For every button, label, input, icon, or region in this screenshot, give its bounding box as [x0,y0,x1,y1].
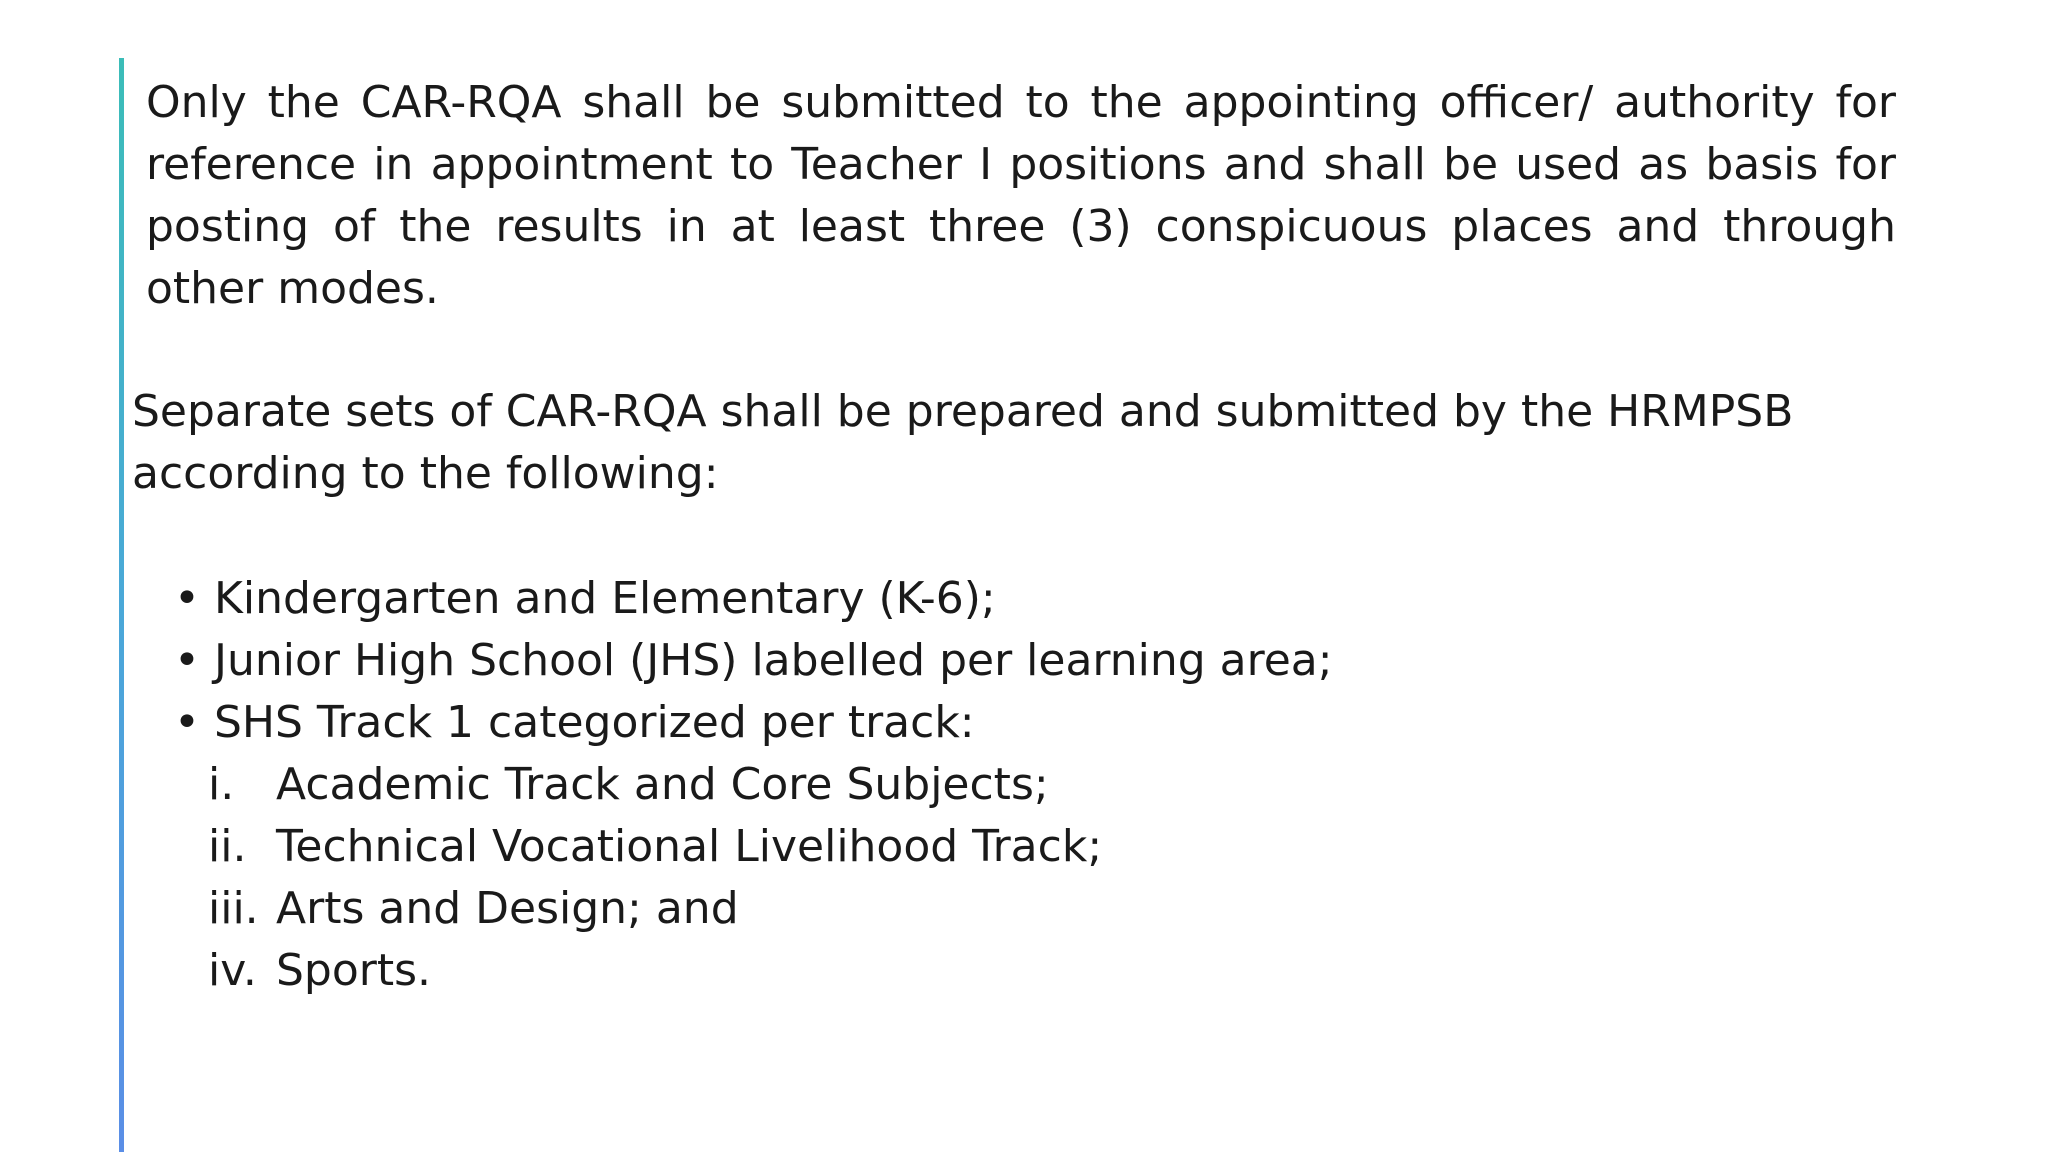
list-item-label: Junior High School (JHS) labelled per learning area; [214,635,1333,686]
sub-item-label: Arts and Design; and [276,883,739,934]
list-item-label: SHS Track 1 categorized per track: [214,697,975,748]
paragraph-separate-sets: Separate sets of CAR-RQA shall be prepared and submitted by the HRMPSB according to the following: [132,386,1794,499]
list-item-kindergarten [170,568,1333,630]
sub-item-number: iv. [208,945,257,996]
paragraph-car-rqa-submission: Only the CAR-RQA shall be submitted to the appointing officer/ authority for reference in appointment to Teacher I positions and shall be used as basis for posting of the results in at least three (3) conspicuous places and through other modes. [146,77,1896,314]
sub-item-tvl [170,816,1333,878]
category-list [170,568,1333,1002]
sub-item-number: i. [208,759,235,810]
sub-item-label: Sports. [276,945,432,996]
list-item-label: Kindergarten and Elementary (K-6); [214,573,996,624]
list-item-jhs [170,630,1333,692]
bullet-icon: • [174,573,200,624]
accent-bar [119,58,124,1152]
sub-item-label: Technical Vocational Livelihood Track; [276,821,1103,872]
sub-item-arts [170,878,1333,940]
sub-item-number: iii. [208,883,259,934]
bullet-icon: • [174,697,200,748]
bullet-icon: • [174,635,200,686]
sub-item-sports [170,940,1333,1002]
sub-item-number: ii. [208,821,247,872]
sub-item-academic [170,754,1333,816]
list-item-shs [170,692,1333,754]
sub-item-label: Academic Track and Core Subjects; [276,759,1049,810]
